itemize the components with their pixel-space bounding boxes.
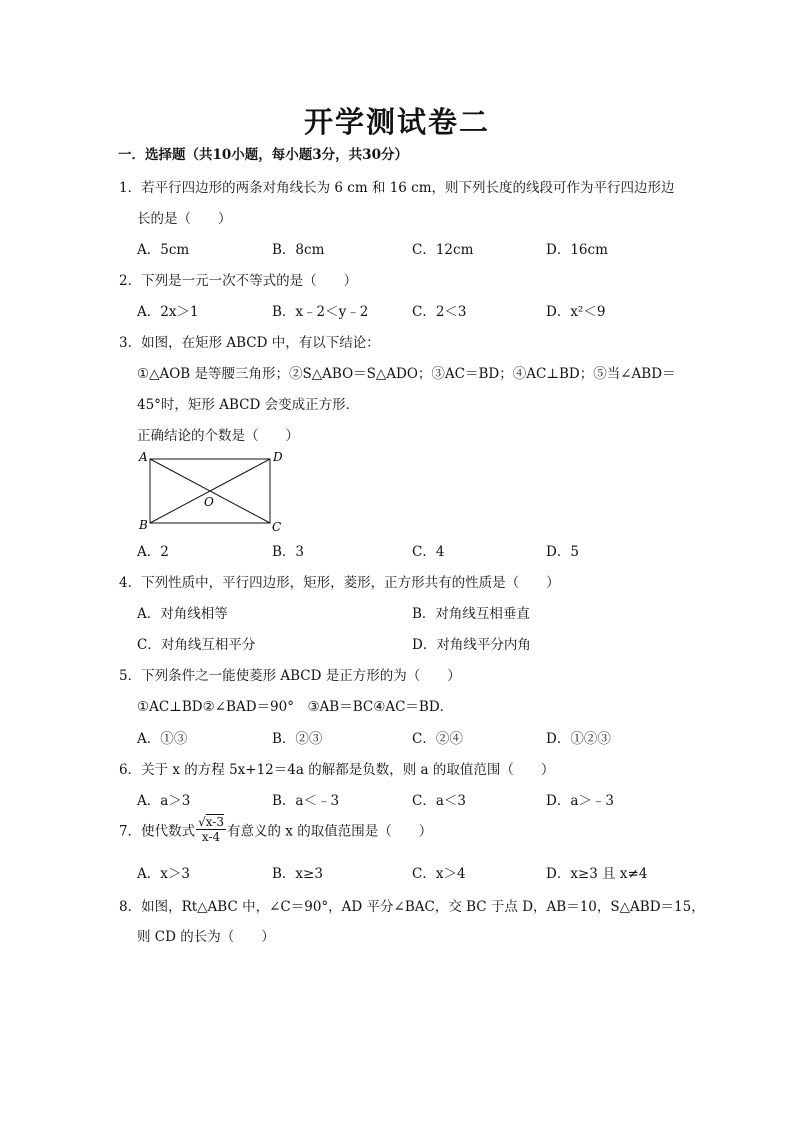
label-d: D: [273, 450, 283, 464]
question-6-option-c: C．a＜3: [412, 793, 466, 809]
fraction-denominator: x-4: [201, 830, 221, 844]
question-1-option-d: D．16cm: [546, 242, 608, 258]
question-5-option-c: C．②④: [412, 731, 463, 747]
question-7-stem: [119, 815, 432, 844]
question-1-option-c: C．12cm: [412, 242, 474, 258]
radicand: x-3: [205, 815, 224, 829]
question-3-option-c: C．4: [412, 544, 445, 560]
label-a: A: [139, 450, 148, 464]
question-1-option-a: A．5cm: [137, 242, 190, 258]
question-7-option-b: B．x≥3: [272, 866, 323, 882]
question-5-option-a: A．①③: [137, 731, 188, 747]
question-5-conditions: ①AC⊥BD②∠BAD＝90° ③AB＝BC④AC＝BD．: [137, 699, 454, 715]
fraction: [196, 815, 226, 844]
question-2-option-d: D．x²＜9: [546, 304, 606, 320]
question-5-stem: 5．下列条件之一能使菱形 ABCD 是正方形的为（ ）: [119, 668, 461, 684]
question-1-stem-cont: 长的是（ ）: [137, 211, 232, 227]
question-2-stem: 2．下列是一元一次不等式的是（ ）: [119, 273, 358, 289]
question-3-prompt: 正确结论的个数是（ ）: [137, 428, 299, 444]
question-2-option-c: C．2＜3: [412, 304, 467, 320]
question-7-option-a: A．x＞3: [137, 866, 190, 882]
question-7-option-d: D．x≥3 且 x≠4: [546, 866, 648, 882]
question-2-option-b: B．x﹣2＜y﹣2: [272, 304, 369, 320]
question-3-statements-cont: 45°时，矩形 ABCD 会变成正方形．: [137, 397, 360, 413]
question-6-option-d: D．a＞﹣3: [546, 793, 614, 809]
question-4-option-a: A．对角线相等: [137, 606, 228, 622]
question-6-option-a: A．a＞3: [137, 793, 191, 809]
question-1-option-b: B．8cm: [272, 242, 325, 258]
label-b: B: [139, 518, 148, 532]
question-7-suffix: 有意义的 x 的取值范围是（ ）: [227, 823, 433, 840]
question-8-stem-cont: 则 CD 的长为（ ）: [137, 929, 275, 945]
fraction-numerator: √x-3: [198, 815, 224, 829]
question-3-stem: 3．如图，在矩形 ABCD 中，有以下结论：: [119, 335, 380, 351]
section-heading: 一．选择题（共10小题，每小题3分，共30分）: [118, 147, 408, 163]
question-7-prefix: 7．使代数式: [119, 823, 196, 840]
label-o: O: [204, 495, 214, 509]
question-5-option-b: B．②③: [272, 731, 323, 747]
question-3-option-d: D．5: [546, 544, 579, 560]
question-4-option-d: D．对角线平分内角: [412, 637, 531, 653]
label-c: C: [272, 520, 282, 534]
question-1-stem: 1．若平行四边形的两条对角线长为 6 cm 和 16 cm，则下列长度的线段可作为平行四边形边: [119, 180, 675, 196]
page-title: 开学测试卷二: [303, 105, 490, 139]
question-5-option-d: D．①②③: [546, 731, 611, 747]
question-3-statements: ①△AOB 是等腰三角形；②S△ABO＝S△ADO；③AC＝BD；④AC⊥BD；⑤当∠ABD＝: [137, 366, 676, 382]
question-3-option-b: B．3: [272, 544, 305, 560]
question-8-stem: 8．如图，Rt△ABC 中，∠C＝90°，AD 平分∠BAC，交 BC 于点 D，AB＝10，S△ABD＝15，: [119, 899, 705, 915]
question-3-option-a: A．2: [137, 544, 169, 560]
question-4-option-c: C．对角线互相平分: [137, 637, 256, 653]
question-6-option-b: B．a＜﹣3: [272, 793, 340, 809]
question-6-stem: 6．关于 x 的方程 5x+12＝4a 的解都是负数，则 a 的取值范围（ ）: [119, 762, 555, 778]
question-4-stem: 4．下列性质中，平行四边形，矩形，菱形，正方形共有的性质是（ ）: [119, 575, 560, 591]
rectangle-figure: [132, 447, 292, 537]
question-7-option-c: C．x＞4: [412, 866, 466, 882]
question-4-option-b: B．对角线互相垂直: [412, 606, 530, 622]
question-2-option-a: A．2x＞1: [137, 304, 199, 320]
